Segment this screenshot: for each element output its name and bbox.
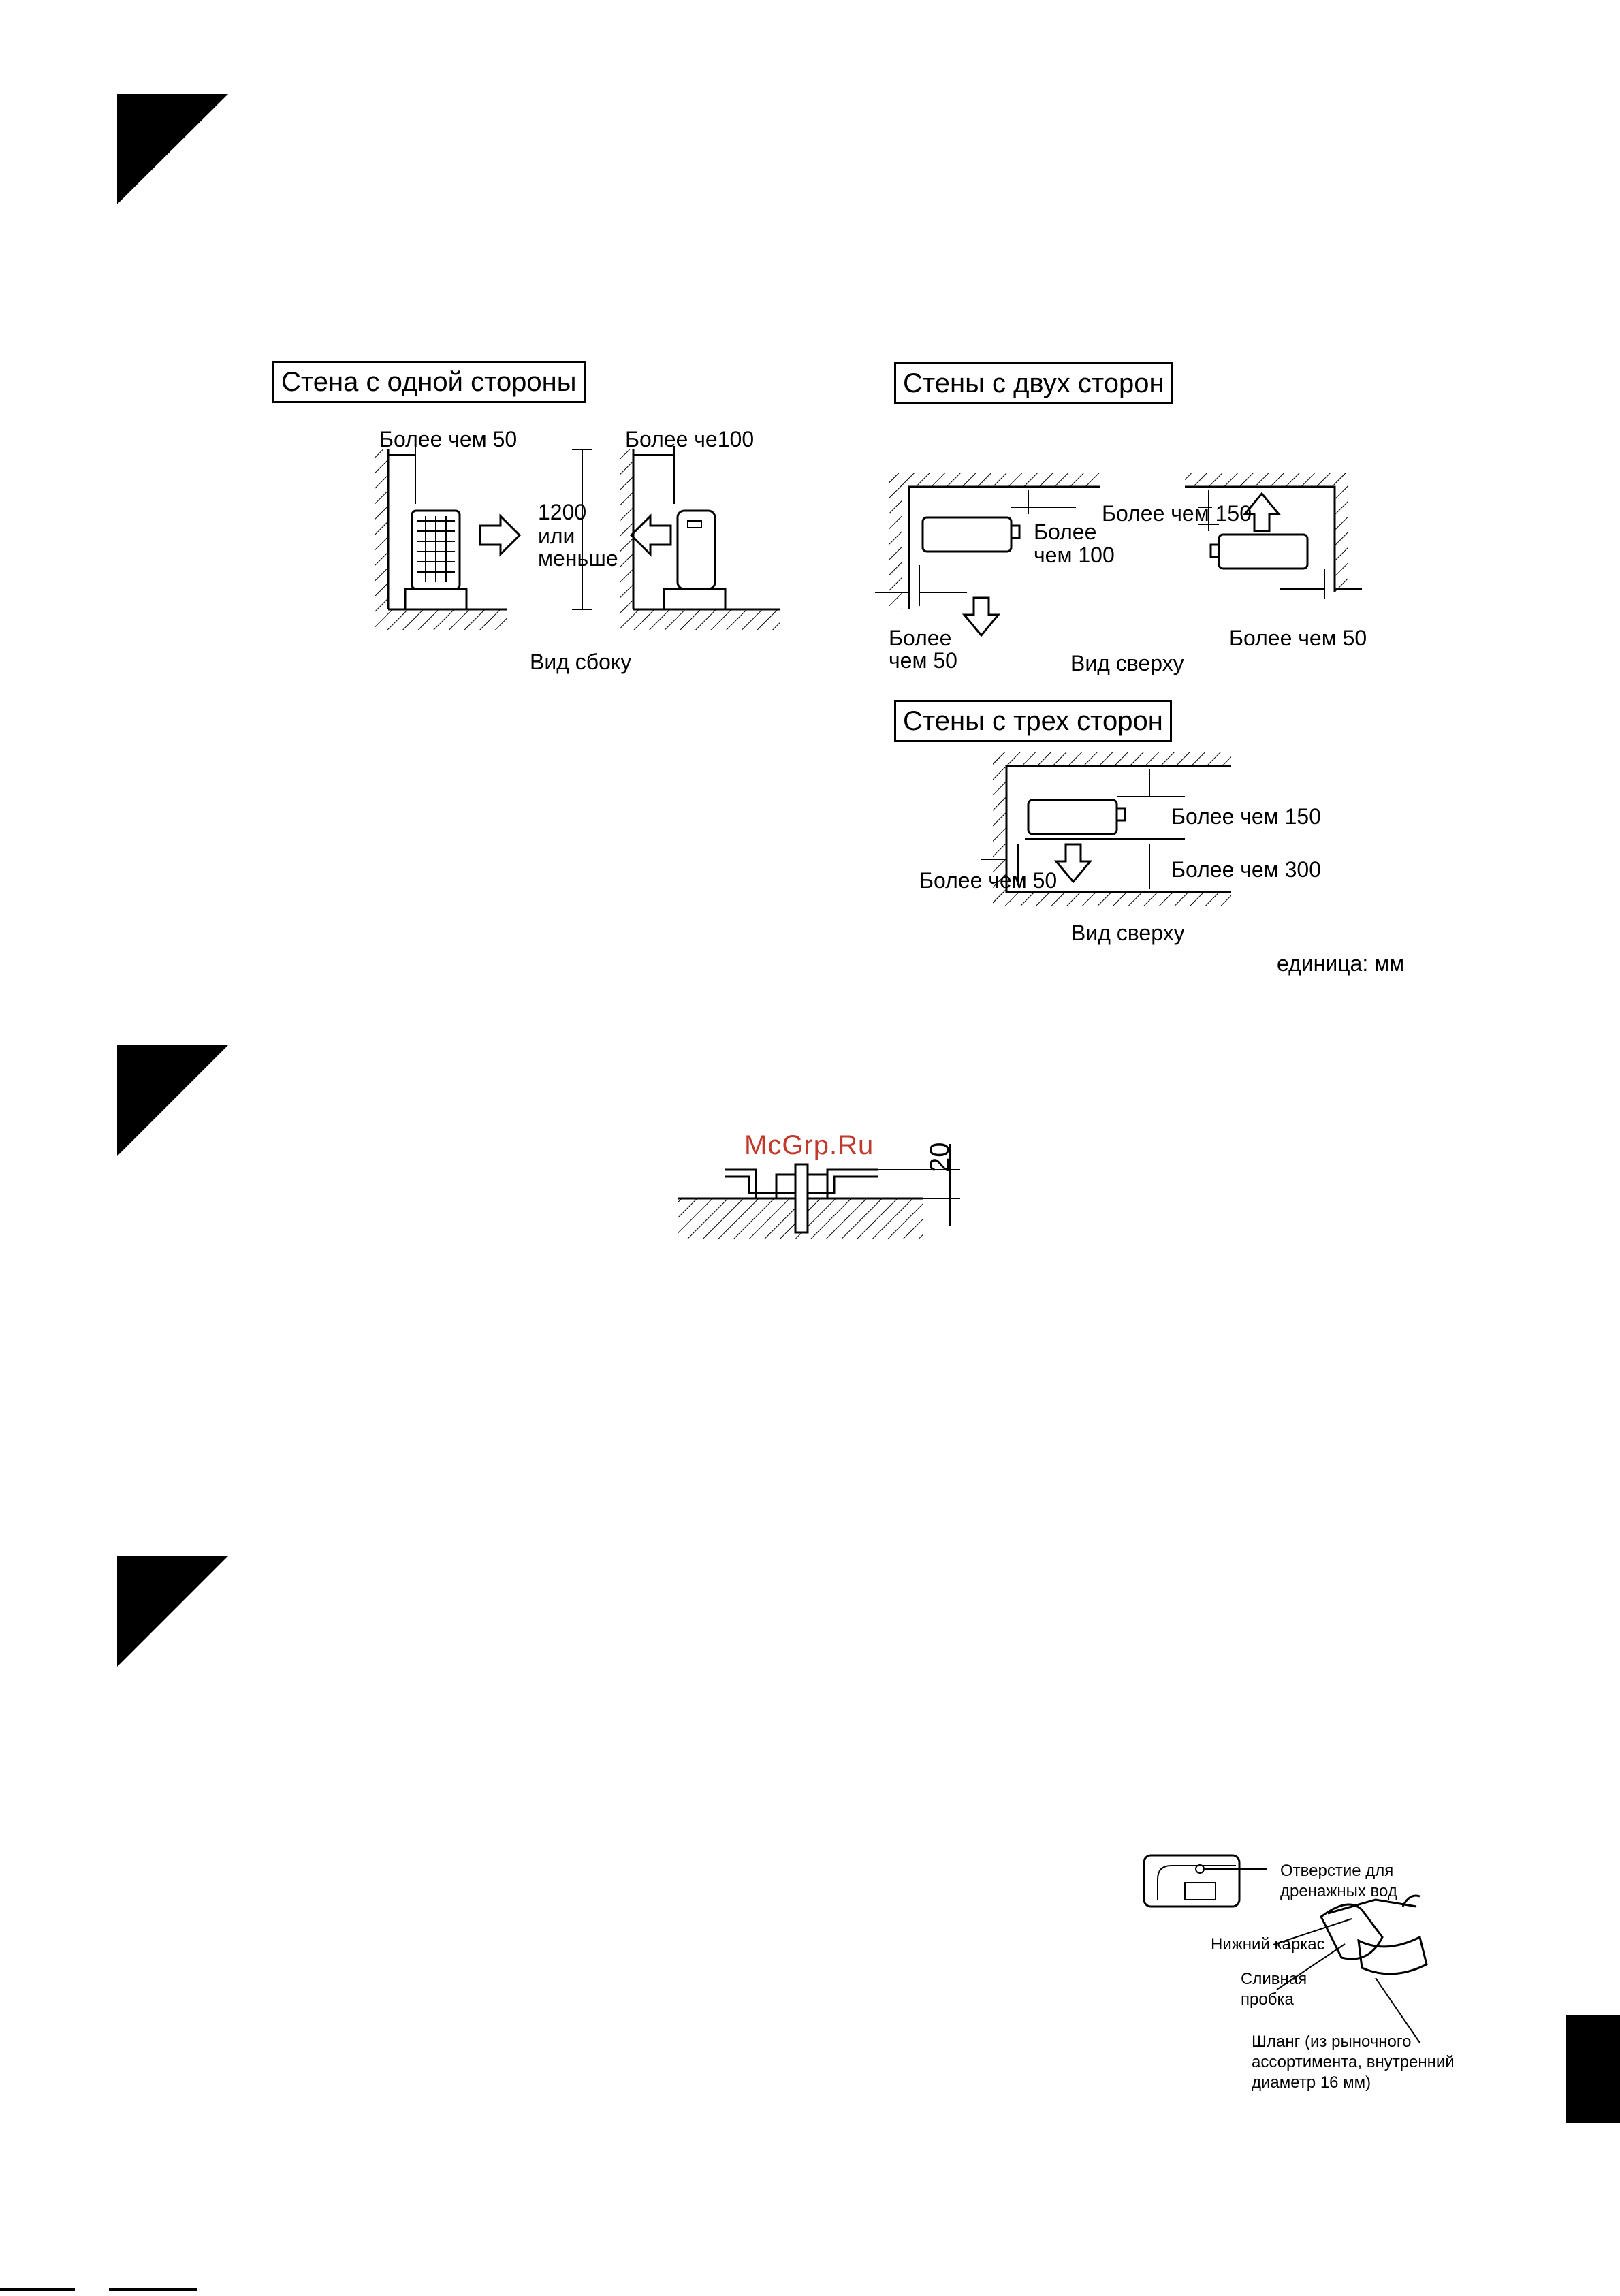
two-walls-bl-2: чем 50 <box>889 648 957 673</box>
one-wall-height-3: меньше <box>538 546 618 571</box>
drain-plug-1: Сливная <box>1241 1970 1307 1988</box>
one-wall-right-label: Более че100 <box>625 427 755 451</box>
section-marker-1 <box>117 94 228 204</box>
two-walls-title: Стены с двух сторон <box>894 362 1173 404</box>
drain-hole-1: Отверстие для <box>1280 1862 1394 1880</box>
unit-label: единица: мм <box>1277 951 1405 976</box>
drain-plug-2: пробка <box>1241 1990 1294 2009</box>
drain-hose-2: ассортимента, внутренний <box>1252 2053 1455 2071</box>
one-wall-height-1: 1200 <box>538 500 587 524</box>
side-tab <box>1566 2015 1620 2123</box>
drain-hole-2: дренажных вод <box>1280 1882 1397 1900</box>
three-walls-top: Более чем 150 <box>1171 804 1321 829</box>
one-wall-height-2: или <box>538 524 575 548</box>
three-walls-left: Более чем 50 <box>919 868 1058 893</box>
drain-frame: Нижний каркас <box>1211 1935 1325 1954</box>
one-wall-title: Стена с одной стороны <box>272 361 586 403</box>
two-walls-caption: Вид сверху <box>1070 651 1184 675</box>
three-walls-bottom: Более чем 300 <box>1171 857 1321 882</box>
one-wall-caption: Вид сбоку <box>530 650 632 674</box>
one-wall-diagram <box>375 446 780 630</box>
section-marker-2 <box>117 1045 228 1156</box>
two-walls-top-right: Более чем 150 <box>1102 501 1252 526</box>
section-marker-3 <box>117 1556 228 1667</box>
three-walls-title: Стены с трех сторон <box>894 700 1172 742</box>
bolt-dimension: 20 <box>925 1142 955 1173</box>
watermark-text: McGrp.Ru <box>744 1130 874 1160</box>
two-walls-diagram <box>875 473 1362 635</box>
two-walls-bl-1: Более <box>889 626 952 650</box>
two-walls-top-2: чем 100 <box>1034 543 1115 567</box>
two-walls-top-1: Более <box>1034 520 1097 544</box>
two-walls-br: Более чем 50 <box>1229 626 1367 650</box>
three-walls-caption: Вид сверху <box>1071 921 1185 945</box>
drain-hose-3: диаметр 16 мм) <box>1252 2073 1371 2092</box>
drain-hose-1: Шланг (из рыночного <box>1252 2032 1412 2051</box>
one-wall-left-label: Более чем 50 <box>379 427 518 451</box>
